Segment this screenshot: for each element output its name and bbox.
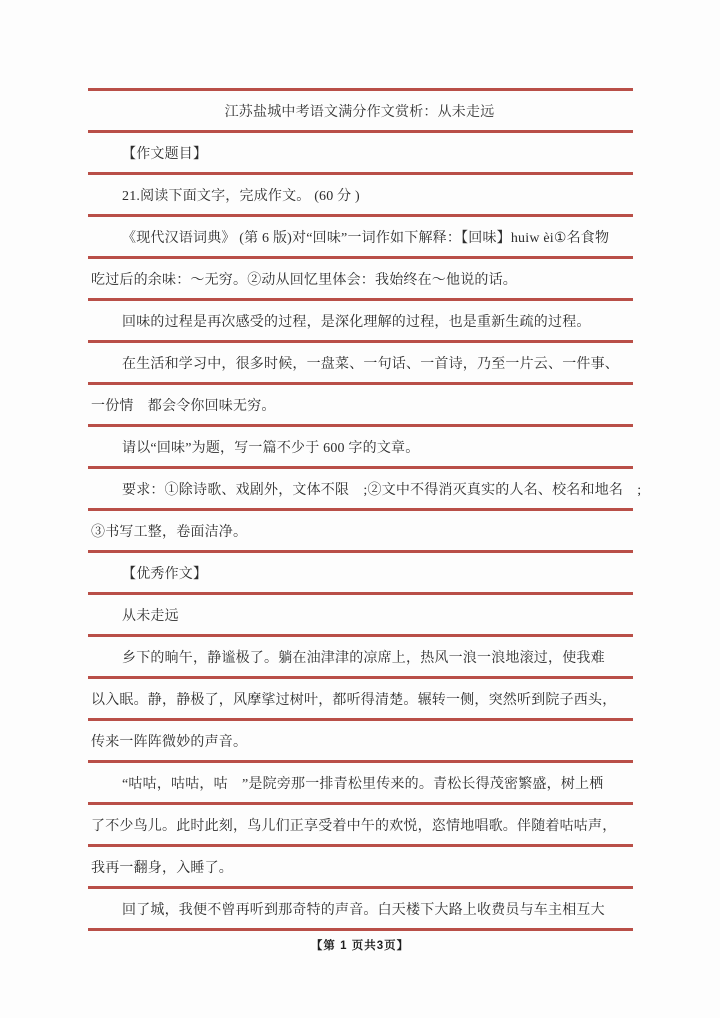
page-title: 江苏盐城中考语文满分作文赏析：从未走远	[88, 88, 633, 130]
text-line: 请以“回味”为题，写一篇不少于 600 字的文章。	[88, 424, 633, 466]
text-line: 回味的过程是再次感受的过程，是深化理解的过程，也是重新生疏的过程。	[88, 298, 633, 340]
question-number-line: 21.阅读下面文字，完成作文。 (60 分 )	[88, 172, 633, 214]
text-line: 以入眠。静，静极了，风摩挲过树叶，都听得清楚。辗转一侧，突然听到院子西头，	[88, 676, 633, 718]
text-line: 传来一阵阵微妙的声音。	[88, 718, 633, 760]
text-line: 在生活和学习中，很多时候，一盘菜、一句话、一首诗，乃至一片云、一件事、	[88, 340, 633, 382]
text-line: 了不少鸟儿。此时此刻，鸟儿们正享受着中午的欢悦，恣情地唱歌。伴随着咕咕声，	[88, 802, 633, 844]
text-line: 回了城，我便不曾再听到那奇特的声音。白天楼下大路上收费员与车主相互大	[88, 886, 633, 928]
text-line: 乡下的晌午，静谧极了。躺在油津津的凉席上，热风一浪一浪地滚过，使我难	[88, 634, 633, 676]
section-heading-essay: 【优秀作文】	[88, 550, 633, 592]
text-line: “咕咕，咕咕，咕 ”是院旁那一排青松里传来的。青松长得茂密繁盛，树上栖	[88, 760, 633, 802]
requirements-line: ③书写工整，卷面洁净。	[88, 508, 633, 550]
text-line: 《现代汉语词典》 (第 6 版)对“回味”一词作如下解释：【回味】huiw èi①名食物	[88, 214, 633, 256]
page-number-footer: 【第 1 页共3页】	[310, 940, 410, 952]
text-line: 一份情 都会令你回味无穷。	[88, 382, 633, 424]
text-line: 我再一翻身，入睡了。	[88, 844, 633, 886]
ruled-text-table	[88, 88, 642, 931]
requirements-line: 要求：①除诗歌、戏剧外，文体不限 ;②文中不得消灭真实的人名、校名和地名 ;	[88, 466, 633, 508]
essay-title: 从未走远	[88, 592, 633, 634]
text-line: 吃过后的余味：～无穷。②动从回忆里体会：我始终在～他说的话。	[88, 256, 633, 298]
section-heading-topic: 【作文题目】	[88, 130, 633, 172]
